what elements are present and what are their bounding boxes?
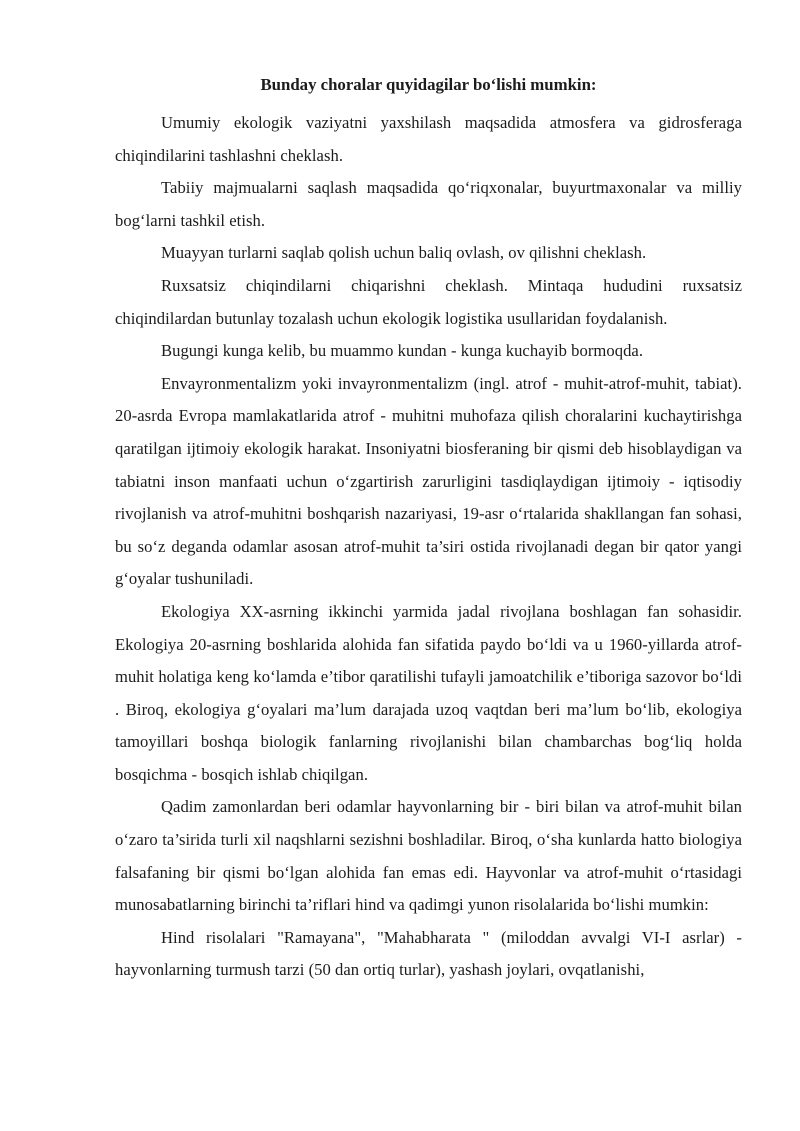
paragraph-indian-treatises: Hind risolalari "Ramayana", "Mahabharata " (miloddan avvalgi VI-I asrlar) - hayvonlarning turmush tarzi (50 dan ortiq turlar), yashash joylari, ovqatlanishi, <box>115 927 742 980</box>
paragraph-atmosphere-limits: Umumiy ekologik vaziyatni yaxshilash maqsadida atmosfera va gidrosferaga chiqindilarini tashlashni cheklash. <box>115 113 742 165</box>
paragraph-growing-problem: Bugungi kunga kelib, bu muammo kundan - kunga kuchayib bormoqda. <box>161 341 644 361</box>
paragraph-nature-reserves: Tabiiy majmualarni saqlash maqsadida qo‘riqxonalar, buyurtmaxonalar va milliy bog‘larni tashkil etish. <box>115 178 742 230</box>
page-title: Bunday choralar quyidagilar bo‘lishi mumkin: <box>260 75 597 94</box>
paragraph-ecology-science: Ekologiya XX-asrning ikkinchi yarmida jadal rivojlana boshlagan fan sohasidir. Ekologiya 20-asrning boshlarida alohida fan sifatida paydo bo‘ldi va u 1960-yillarda atrof-muhit holatiga keng ko‘lamda e’tibor qaratilishi tufayli jamoatchilik e’tiboriga sazovor bo‘ldi . Biroq, ekologiya g‘oyalari ma’lum darajada uzoq vaqtdan beri ma’lum bo‘lib, ekologiya tamoyillari boshqa biologik fanlarning rivojlanishi bilan chambarchas bog‘liq holda bosqichma - bosqich ishlab chiqilgan. <box>115 601 742 784</box>
paragraph-waste-limits: Ruxsatsiz chiqindilarni chiqarishni cheklash. Mintaqa hududini ruxsatsiz chiqindilardan butunlay tozalash uchun ekologik logistika usullaridan foydalanish. <box>115 275 742 328</box>
paragraph-environmentalism: Envayronmentalizm yoki invayronmentalizm (ingl. atrof - muhit-atrof-muhit, tabiat). 20-asrda Evropa mamlakatlarida atrof - muhitni muhofaza qilish choralarini kuchaytirishga qaratilgan ijtimoiy ekologik harakat. Insoniyatni biosferaning bir qismi deb hisoblaydigan va tabiatni inson manfaati uchun o‘zgartirish zarurligini tasdiqlaydigan ijtimoiy - iqtisodiy rivojlanish va atrof-muhitni boshqarish nazariyasi, 19-asr o‘rtalarida shakllangan fan sohasi, bu so‘z deganda odamlar asosan atrof-muhit ta’siri ostida rivojlanadi degan bir qator yangi g‘oyalar tushuniladi. <box>115 373 742 589</box>
paragraph-species-protection: Muayyan turlarni saqlab qolish uchun baliq ovlash, ov qilishni cheklash. <box>161 243 647 263</box>
paragraph-ancient-times: Qadim zamonlardan beri odamlar hayvonlarning bir - biri bilan va atrof-muhit bilan o‘zaro ta’sirida turli xil naqshlarni sezishni boshladilar. Biroq, o‘sha kunlarda hatto biologiya falsafaning bir qismi bo‘lgan alohida fan emas edi. Hayvonlar va atrof-muhit o‘rtasidagi munosabatlarning birinchi ta’riflari hind va qadimgi yunon risolalarida bo‘lishi mumkin: <box>115 797 742 915</box>
